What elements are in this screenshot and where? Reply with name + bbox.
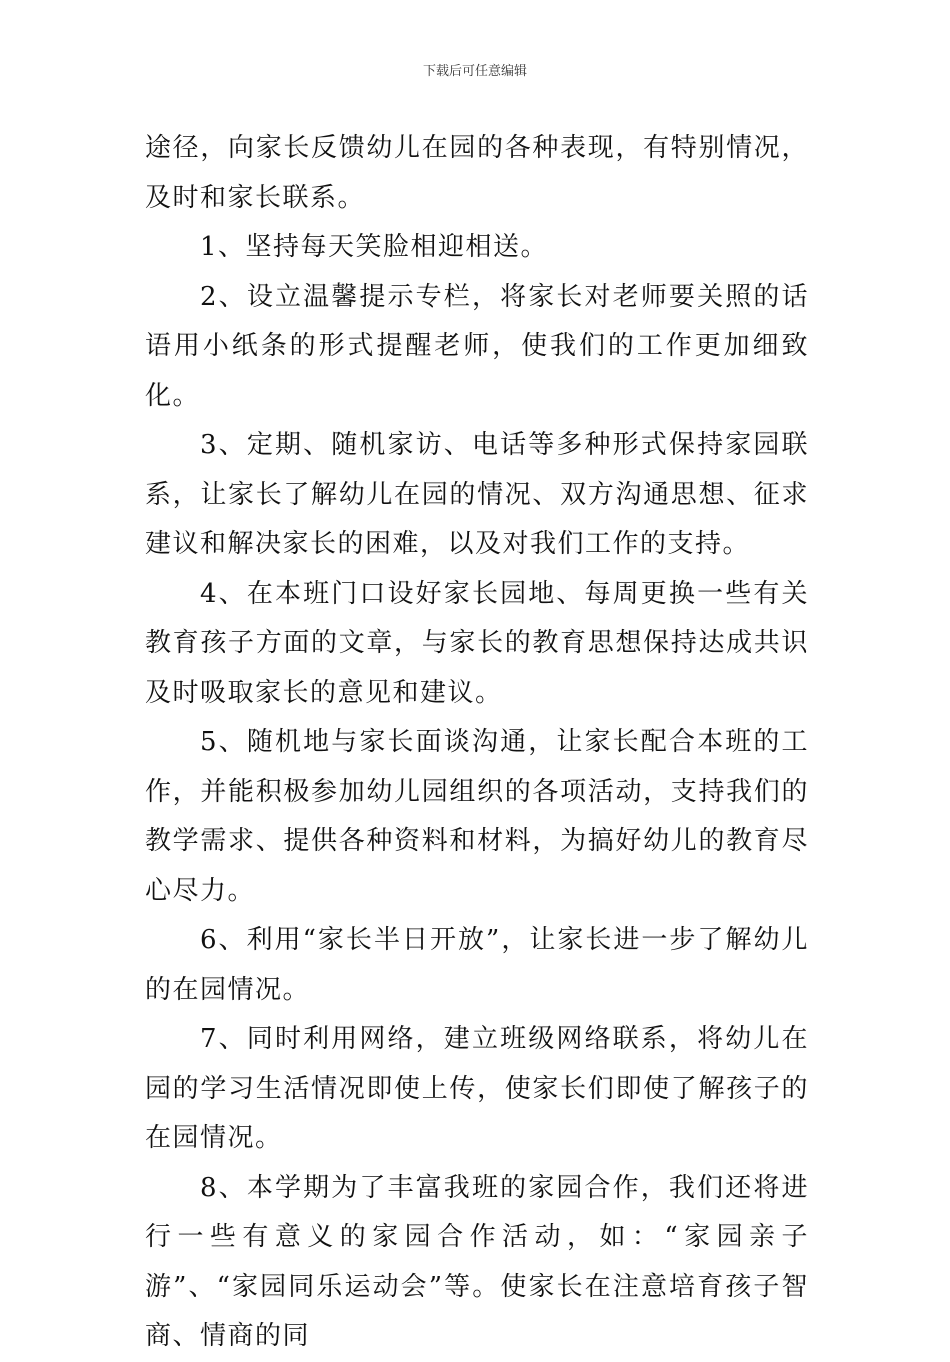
paragraph-item-8: 8、本学期为了丰富我班的家园合作，我们还将进行一些有意义的家园合作活动，如：“家园亲子游”、“家园同乐运动会”等。使家长在注意培育孩子智商、情商的同 [145,1172,809,1351]
paragraph-item-2: 2、设立温馨提示专栏，将家长对老师要关照的话语用小纸条的形式提醒老师，使我们的工作更加细致化。 [145,281,809,411]
paragraph-item-5: 5、随机地与家长面谈沟通，让家长配合本班的工作，并能积极参加幼儿园组织的各项活动，支持我们的教学需求、提供各种资料和材料，为搞好幼儿的教育尽心尽力。 [145,727,809,906]
paragraph-item-4: 4、在本班门口设好家长园地、每周更换一些有关教育孩子方面的文章，与家长的教育思想保持达成共识及时吸取家长的意见和建议。 [145,578,809,708]
paragraph-item-1: 1、坚持每天笑脸相迎相送。 [200,232,549,262]
page-header-note: 下载后可任意编辑 [422,64,527,79]
paragraph-continuation: 途径，向家长反馈幼儿在园的各种表现，有特别情况，及时和家长联系。 [145,133,809,213]
document-body [145,124,809,1362]
paragraph-item-3: 3、定期、随机家访、电话等多种形式保持家园联系，让家长了解幼儿在园的情况、双方沟通思想、征求建议和解决家长的困难，以及对我们工作的支持。 [145,430,809,559]
paragraph-item-6: 6、利用“家长半日开放”，让家长进一步了解幼儿的在园情况。 [145,925,809,1005]
paragraph-item-7: 7、同时利用网络，建立班级网络联系，将幼儿在园的学习生活情况即使上传，使家长们即使了解孩子的在园情况。 [145,1024,809,1153]
